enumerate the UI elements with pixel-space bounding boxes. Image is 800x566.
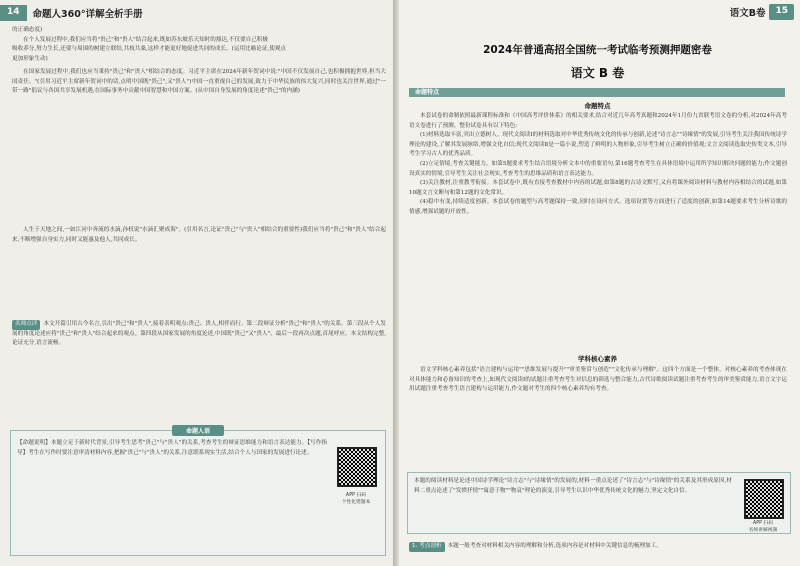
right-info-panel xyxy=(407,472,791,534)
book-gutter xyxy=(393,0,399,566)
core-literacy-text xyxy=(409,366,787,395)
left-para-2 xyxy=(12,68,386,97)
left-page-number: 14 xyxy=(0,5,27,21)
comment-text: 本文开篇引用古今名言,引出"贵己"和"贵人",接着表明观点:贵己、贵人,相伴而行。第二段辩证分析"贵己"和"贵人"的关系。第三段从个人发展的角度论述应将"贵己"和"贵人"结合起来的观点。第四段从国家发展的角度论述,中国既"贵己"又"贵人"。最后一段再次点题,首尾呼应。本文结构完整,论证充分,语言流畅。 xyxy=(12,321,386,347)
left-line: 在个人发展过程中,我们应当将"贵己"和"贵人"结合起来,既如苏东坡乐天知时的豁达,不仅要自己积极 xyxy=(23,36,268,43)
sub-heading-features: 命题特点 xyxy=(584,102,611,110)
exam-title: 2024年普通高招全国统一考试临考预测押题密卷 xyxy=(483,44,712,56)
left-line: 更加形象生动) xyxy=(12,55,48,62)
paragraph: 在国家发展过程中,我们也应当秉持"贵己"和"贵人"相结合的态度。习近平主席在2024年新年贺词中说:"中国不仅发展自己,也积极拥抱世界,担当大国责任。"(引用习近平主席新年贺词中的话,点明中国既"贵己",又"贵人")中国一直重视自己的发展,致力于中华民族的伟大复兴,同时也关注世界,通过"一带一路"倡议与各国共享发展机遇,在国际事务中贡献中国智慧和中国方案。(从中国自身发展的角度论述"贵己"的内涵) xyxy=(12,69,386,95)
left-para-3 xyxy=(12,226,386,245)
point-3: (3)关注教材,注重教考衔接。本套试卷中,既有直接考查教材中内容的试题,如第8题的古诗文默写,又有将课外阅读材料与教材内容相结合的试题,如第10题文言文断句和第12题的文化常识。 xyxy=(409,180,787,196)
paragraph: 人生于天地之间,一如江河中奔流的水滴,孙权说"水滴汇聚成海"。(引用名言,论证"贵己"与"贵人"相结合的重要性)我们应当将"贵己"和"贵人"结合起来,不断增强自身实力,同时又能惠及他人,共同成长。 xyxy=(12,227,386,243)
right-panel-text: 本题的阅读材料是论述中国诗学理论"诗言志"与"诗缘情"的发展的,材料一重点论述了"诗言志"与"诗缘情"的关系及其形成原因,材料二重点论述了"发愤抒情""寓意于物""物哀"理论的演变,引导考生认识中华优秀传统文化的魅力,坚定文化自信。 xyxy=(414,478,732,494)
qr-code-icon[interactable] xyxy=(744,479,784,519)
left-page xyxy=(0,0,395,566)
point-2: (2)立足情境,考查关键能力。如第5题要求考生结合语境分析文本中的重要语句,第16题考查考生在具体语境中运用所学知识解决问题的能力;作文题创设真实的情境,引导考生关注社会现实,考查考生的思维品质和语言表达能力。 xyxy=(409,160,787,177)
question-1 xyxy=(409,542,787,552)
point-1: (1)材料选取丰富,突出立德树人。现代文阅读Ⅰ的材料选取对中华优秀传统文化的传承与创新,论述"诗言志""诗缘情"的发展,引导考生关注我国传统诗学理论的建设,了解其发展脉络,增强文化自信;现代文阅读Ⅱ是一篇小说,塑造了鲜明的人物形象,引导考生树立正确的价值观;文言文阅读选取史传类文本,引导考生学习古人的优秀品质。 xyxy=(409,132,787,158)
right-page xyxy=(395,0,800,566)
teacher-comment xyxy=(12,320,386,349)
left-line: 吸收养分,努力生长,还要与周围的树建立联结,共枝共桑,这样才能更好地促进共同的成长。(运用比喻论证,使观点 xyxy=(12,46,286,53)
right-page-number: 15 xyxy=(769,4,794,20)
left-top-text xyxy=(12,26,386,64)
point-4: (4)稳中有变,持续适度创新。本套试卷的题型与高考题保持一致,同时在设问方式、选项设置等方面进行了适度的创新,如第14题要求考生分析诗歌的情感,增强试题的开放性。 xyxy=(409,199,787,215)
q1-text: 本题一般考查对材料相关内容的理解和分析,选项内容是对材料中关键信息的梳理加工。 xyxy=(447,543,662,549)
left-info-panel xyxy=(10,430,386,556)
right-body-1 xyxy=(409,112,787,218)
comment-badge: 名师点评 xyxy=(12,320,40,330)
subject-tag: 语文B卷 xyxy=(729,8,766,19)
intro: 本套试卷的命制依照最新课程标准和《中国高考评价体系》的相关要求,结合对近几年高考真题和2024年1月份九省联考语文卷的分析,对2024年高考语文卷进行了预测。整份试卷具有以下特色: xyxy=(409,113,787,129)
paragraph: 语文学科核心素养包括"语言建构与运用""思维发展与提升""审美鉴赏与创造""文化传承与理解"。这四个方面是一个整体。对核心素养的考查体现在对具体能力和必备知识的考查上,如现代文阅读Ⅰ的试题注重考查考生对信息的筛选与整合能力,古代诗歌阅读试题注重考查考生的审美鉴赏能力,语言文字运用试题注重考查考生语言建构与运用能力,作文题对考生的四个核心素养均有考查。 xyxy=(409,367,787,393)
left-line: 的正确态度) xyxy=(12,27,43,33)
qr-code-icon[interactable] xyxy=(337,447,377,487)
left-header xyxy=(0,4,143,22)
left-qr-caption: APP 扫码 个性化错题本 xyxy=(341,493,371,505)
sub-heading-core: 学科核心素养 xyxy=(578,355,617,363)
right-header xyxy=(730,4,794,20)
section-bar: 命题特点 xyxy=(409,88,785,97)
series-title: 命题人360°详解全析手册 xyxy=(32,9,143,20)
left-panel-text: 【命题说明】本题立足于新时代背景,引导考生思考"贵己"与"贵人"的关系,考查考生的辩证思维能力和语言表达能力。【写作指导】考生在写作时要注意审清材料内容,把握"贵己"与"贵人"的关系,注意联系现实生活,结合个人与国家的发展进行论述。 xyxy=(17,440,327,456)
right-qr-caption: APP 扫码 名师讲解视频 xyxy=(748,521,778,533)
left-panel-title: 命题人语 xyxy=(172,425,224,436)
subject-title: 语文 B 卷 xyxy=(570,66,625,80)
q1-badge: 1. 考点剖析 xyxy=(409,542,445,552)
